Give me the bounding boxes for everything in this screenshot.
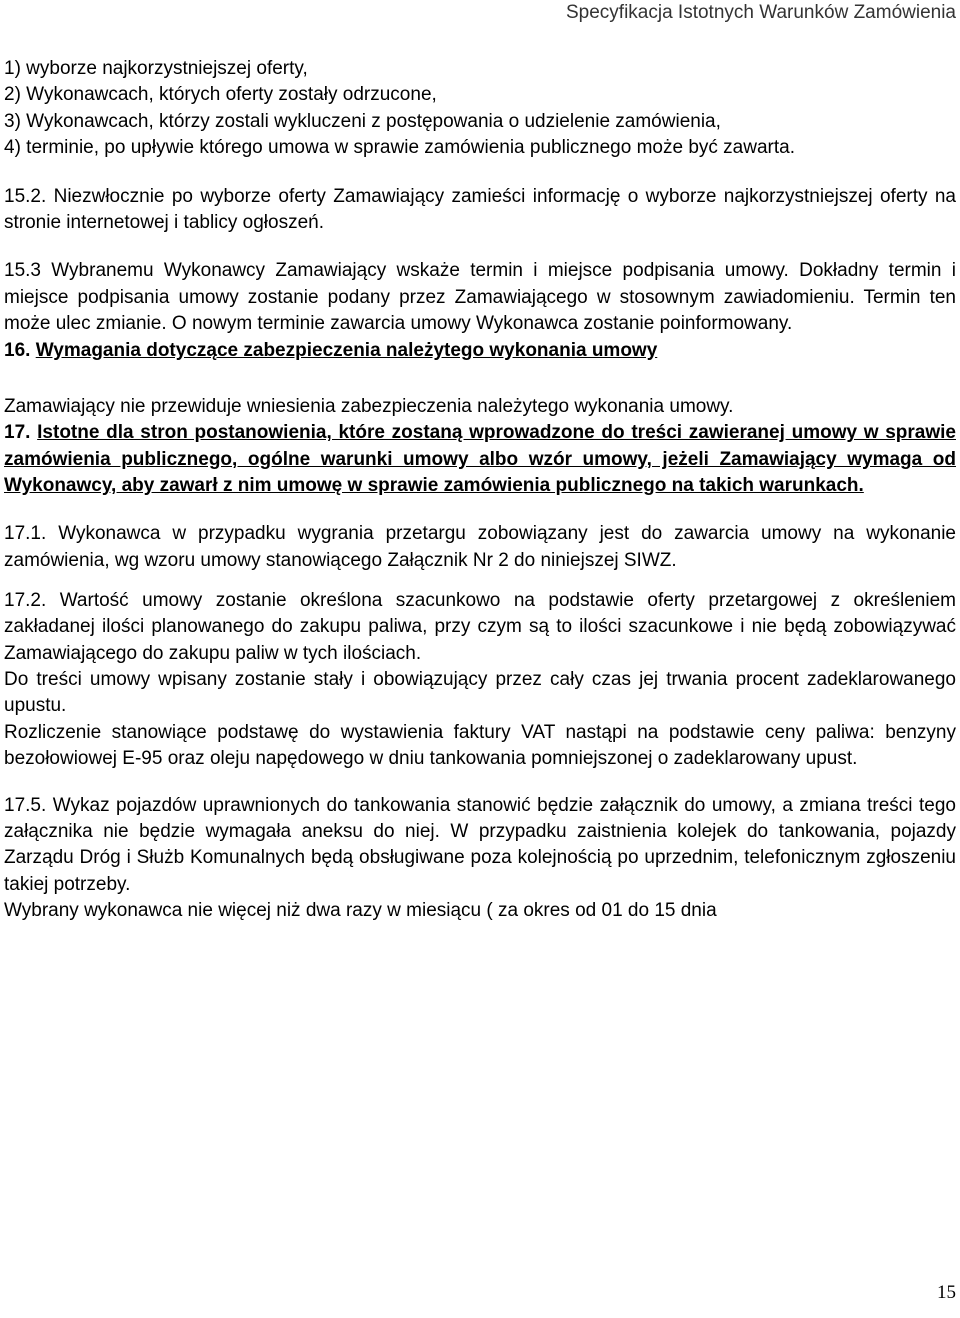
paragraph-17-5-continued: Wybrany wykonawca nie więcej niż dwa razy w miesiącu ( za okres od 01 do 15 dnia bbox=[4, 900, 717, 922]
section-17-number: 17. bbox=[4, 422, 31, 444]
section-17-title: Istotne dla stron postanowienia, które zostaną wprowadzone do treści zawieranej umowy w sprawie zamówienia publicznego, ogólne warunki umowy albo wzór umowy, jeżeli Zamawiający wymaga od Wykonawcy, aby zawarł z nim umowę w sprawie zamówienia publicznego na takich warunkach. bbox=[4, 422, 956, 497]
list-item: 1) wyborze najkorzystniejszej oferty, bbox=[4, 58, 308, 79]
section-16-title: Wymagania dotyczące zabezpieczenia należytego wykonania umowy bbox=[35, 339, 658, 361]
section-17-heading bbox=[4, 420, 956, 499]
document-header: Specyfikacja Istotnych Warunków Zamówienia bbox=[565, 2, 956, 23]
section-16-number: 16. bbox=[4, 339, 31, 361]
paragraph-17-2-rozliczenie: Rozliczenie stanowiące podstawę do wystawienia faktury VAT nastąpi na podstawie ceny paliwa: benzyny bezołowiowej E-95 oraz oleju napędowego w dniu tankowania pomniejszonej o zadeklarowany upust. bbox=[4, 721, 956, 770]
list-item: 2) Wykonawcach, których oferty zostały odrzucone, bbox=[4, 84, 437, 106]
list-item: 3) Wykonawcach, którzy zostali wykluczeni z postępowania o udzielenie zamówienia, bbox=[4, 110, 721, 132]
document-body bbox=[4, 56, 956, 925]
section-16-heading bbox=[4, 338, 956, 364]
page-number: 15 bbox=[937, 1282, 956, 1303]
paragraph-15-3: 15.3 Wybranemu Wykonawcy Zamawiający wskaże termin i miejsce podpisania umowy. Dokładny termin i miejsce podpisania umowy zostanie podany przez Zamawiającego w stosownym zawiadomieniu. Termin ten może ulec zmianie. O nowym terminie zawarcia umowy Wykonawca zostanie poinformowany. bbox=[4, 260, 956, 335]
paragraph-15-2: 15.2. Niezwłocznie po wyborze oferty Zamawiający zamieści informację o wyborze najkorzystniejszej oferty na stronie internetowej i tablicy ogłoszeń. bbox=[4, 185, 956, 234]
section-16-text: Zamawiający nie przewiduje wniesienia zabezpieczenia należytego wykonania umowy. bbox=[4, 396, 734, 418]
paragraph-17-5: 17.5. Wykaz pojazdów uprawnionych do tankowania stanowić będzie załącznik do umowy, a zmiana treści tego załącznika nie będzie wymagała aneksu do niej. W przypadku zaistnienia kolejek do tankowania, pojazdy Zarządu Dróg i Służb Komunalnych będą obsługiwane poza kolejnością po uprzednim, telefonicznym zgłoszeniu takiej potrzeby. bbox=[4, 794, 956, 895]
paragraph-17-1: 17.1. Wykonawca w przypadku wygrania przetargu zobowiązany jest do zawarcia umowy na wykonanie zamówienia, wg wzoru umowy stanowiącego Załącznik Nr 2 do niniejszej SIWZ. bbox=[4, 522, 956, 571]
paragraph-17-2: 17.2. Wartość umowy zostanie określona szacunkowo na podstawie oferty przetargowej z określeniem zakładanej ilości planowanego do zakupu paliwa, przy czym są to ilości szacunkowe i nie będą zobowiązywać Zamawiającego do zakupu paliw w tych ilościach. bbox=[4, 589, 956, 664]
paragraph-17-2-upust: Do treści umowy wpisany zostanie stały i obowiązujący przez cały czas jej trwania procent zadeklarowanego upustu. bbox=[4, 668, 956, 717]
list-item: 4) terminie, po upływie którego umowa w sprawie zamówienia publicznego może być zawarta. bbox=[4, 137, 795, 159]
